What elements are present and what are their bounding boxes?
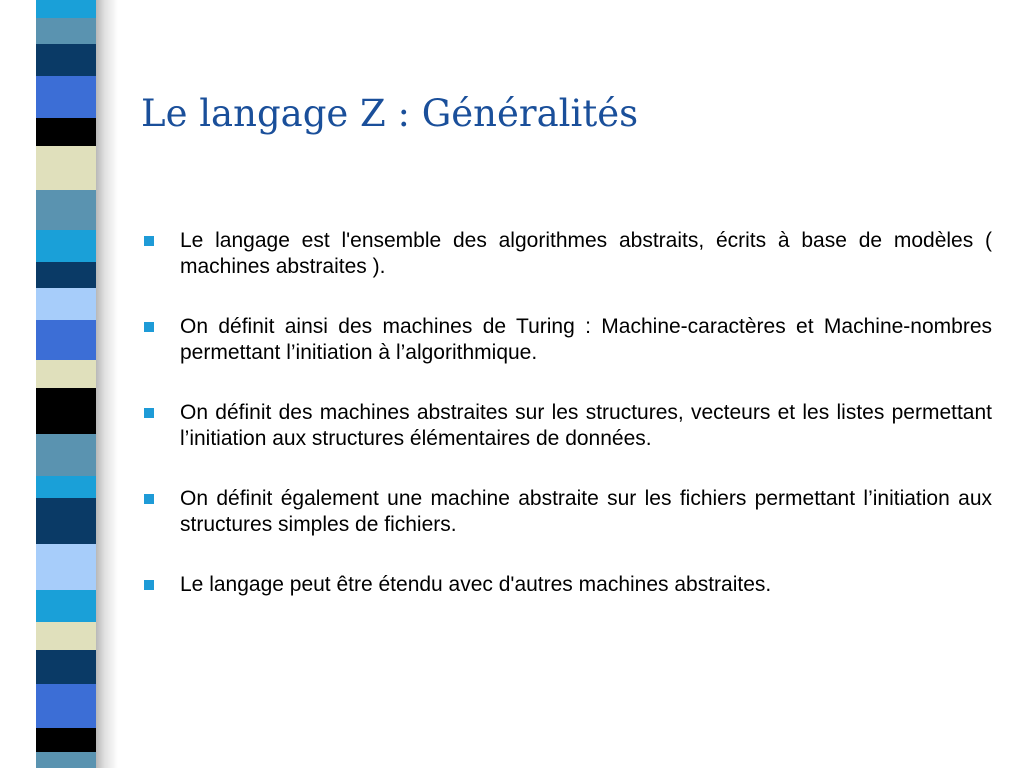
stripe-band bbox=[36, 388, 96, 434]
stripe-band bbox=[36, 434, 96, 476]
bullet-text: On définit des machines abstraites sur les structures, vecteurs et les listes permettant l’initiation aux structures élémentaires de données. bbox=[180, 401, 992, 450]
stripe-band bbox=[36, 320, 96, 360]
stripe-band bbox=[36, 118, 96, 146]
stripe-band bbox=[36, 684, 96, 728]
stripe-band bbox=[36, 728, 96, 752]
stripe-band bbox=[36, 44, 96, 76]
bullet-item bbox=[140, 228, 992, 280]
bullet-text: Le langage peut être étendu avec d'autres machines abstraites. bbox=[180, 573, 772, 596]
stripe-band bbox=[36, 590, 96, 622]
stripe-band bbox=[36, 0, 96, 18]
stripe-band bbox=[36, 650, 96, 684]
stripe-band bbox=[36, 360, 96, 388]
square-bullet-icon bbox=[144, 580, 154, 590]
stripe-band bbox=[36, 288, 96, 320]
bullet-item bbox=[140, 400, 992, 452]
stripe-band bbox=[36, 752, 96, 768]
stripe-band bbox=[36, 498, 96, 544]
bullet-text: On définit également une machine abstraite sur les fichiers permettant l’initiation aux structures simples de fichiers. bbox=[180, 487, 992, 536]
square-bullet-icon bbox=[144, 322, 154, 332]
stripe-band bbox=[36, 476, 96, 498]
stripe-shadow bbox=[96, 0, 118, 768]
stripe-band bbox=[36, 76, 96, 118]
stripe-band bbox=[36, 230, 96, 262]
bullet-item bbox=[140, 314, 992, 366]
stripe-band bbox=[36, 18, 96, 44]
decorative-stripe bbox=[36, 0, 96, 768]
slide-title: Le langage Z : Généralités bbox=[141, 92, 639, 135]
stripe-band bbox=[36, 622, 96, 650]
bullet-item bbox=[140, 486, 992, 538]
bullet-item bbox=[140, 572, 992, 598]
stripe-band bbox=[36, 190, 96, 230]
bullet-list bbox=[140, 228, 992, 632]
square-bullet-icon bbox=[144, 408, 154, 418]
square-bullet-icon bbox=[144, 236, 154, 246]
square-bullet-icon bbox=[144, 494, 154, 504]
bullet-text: Le langage est l'ensemble des algorithmes abstraits, écrits à base de modèles ( machines abstraites ). bbox=[180, 229, 992, 278]
stripe-band bbox=[36, 544, 96, 590]
stripe-band bbox=[36, 262, 96, 288]
stripe-band bbox=[36, 146, 96, 190]
bullet-text: On définit ainsi des machines de Turing : Machine-caractères et Machine-nombres permettant l’initiation à l’algorithmique. bbox=[180, 315, 992, 364]
